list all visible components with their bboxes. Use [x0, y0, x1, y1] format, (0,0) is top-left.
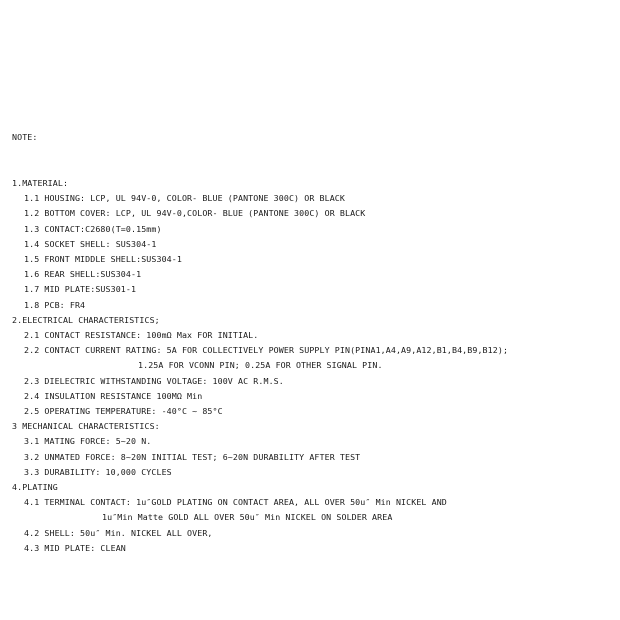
- section-item: 1.6 REAR SHELL:SUS304-1: [24, 269, 142, 280]
- section-title-electrical: 2.ELECTRICAL CHARACTERISTICS;: [12, 314, 160, 325]
- note-heading: NOTE:: [12, 132, 38, 143]
- section-item: 1.7 MID PLATE:SUS301-1: [24, 284, 137, 295]
- section-item: 1.4 SOCKET SHELL: SUS304-1: [24, 238, 157, 249]
- section-item: 3.1 MATING FORCE: 5~20 N.: [24, 436, 152, 447]
- note-sections: [12, 176, 608, 556]
- section-title-mechanical: 3 MECHANICAL CHARACTERISTICS:: [12, 421, 160, 432]
- section-item: 2.1 CONTACT RESISTANCE: 100mΩ Max FOR INITIAL.: [24, 330, 259, 341]
- section-item: 1u″Min Matte GOLD ALL OVER 50u″ Min NICKEL ON SOLDER AREA: [102, 512, 393, 523]
- section-item: 1.1 HOUSING: LCP, UL 94V-0, COLOR- BLUE (PANTONE 300C) OR BLACK: [24, 193, 345, 204]
- section-item: 1.25A FOR VCONN PIN; 0.25A FOR OTHER SIGNAL PIN.: [138, 360, 383, 371]
- section-item: 4.1 TERMINAL CONTACT: 1u″GOLD PLATING ON CONTACT AREA, ALL OVER 50u″ Min NICKEL AND: [24, 497, 447, 508]
- section-item: 2.5 OPERATING TEMPERATURE: -40°C ~ 85°C: [24, 406, 223, 417]
- section-item: 3.2 UNMATED FORCE: 8~20N INITIAL TEST; 6~20N DURABILITY AFTER TEST: [24, 451, 361, 462]
- section-title-material: 1.MATERIAL:: [12, 178, 69, 189]
- section-item: 1.8 PCB: FR4: [24, 299, 86, 310]
- section-item: 2.3 DIELECTRIC WITHSTANDING VOLTAGE: 100V AC R.M.S.: [24, 375, 284, 386]
- section-item: 2.4 INSULATION RESISTANCE 100MΩ Min: [24, 390, 203, 401]
- section-item: 4.2 SHELL: 50u″ Min. NICKEL ALL OVER,: [24, 527, 213, 538]
- note-block: [12, 100, 608, 587]
- section-title-plating: 4.PLATING: [12, 482, 58, 493]
- section-item: 1.3 CONTACT:C2680(T=0.15mm): [24, 223, 162, 234]
- section-item: 4.3 MID PLATE: CLEAN: [24, 542, 126, 553]
- section-item: 3.3 DURABILITY: 10,000 CYCLES: [24, 466, 172, 477]
- section-item: 2.2 CONTACT CURRENT RATING: 5A FOR COLLECTIVELY POWER SUPPLY PIN(PINA1,A4,A9,A12,B1,B4,B9,B12);: [24, 345, 509, 356]
- section-item: 1.5 FRONT MIDDLE SHELL:SUS304-1: [24, 254, 182, 265]
- section-item: 1.2 BOTTOM COVER: LCP, UL 94V-0,COLOR- BLUE (PANTONE 300C) OR BLACK: [24, 208, 366, 219]
